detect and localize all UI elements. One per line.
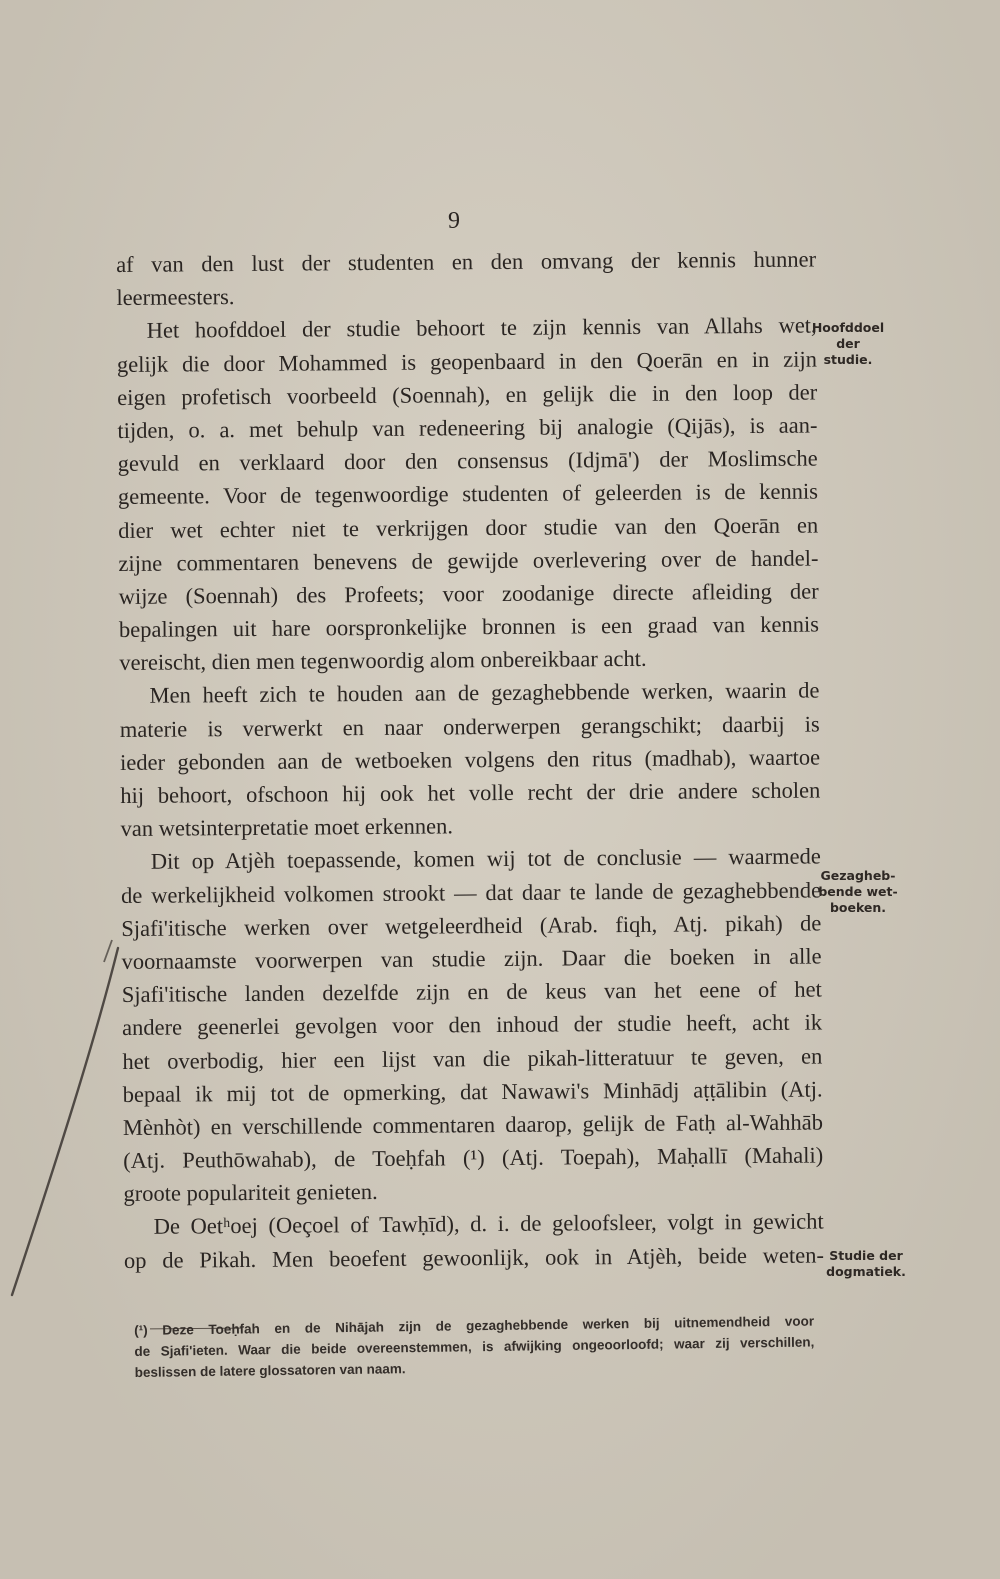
body-line: Sjafi'itische landen dezelfde zijn en de keus van het eene of het (121, 976, 822, 1008)
body-line: groote populariteit genieten. (123, 1179, 378, 1207)
body-line: tijden, o. a. met behulp van redeneering bij analogie (Qijās), is aan- (117, 412, 818, 443)
body-line: De Oetʰoej (Oeçoel of Tawḥīd), d. i. de geloofsleer, volgt in gewicht (153, 1208, 824, 1240)
body-line: materie is verwerkt en naar onderwerpen gerangschikt; daarbij is (119, 711, 820, 742)
margin-note-dogmatics (818, 1248, 914, 1280)
body-line: Sjafi'itische werken over wetgeleerdheid (Arab. fiqh, Atj. pikah) de (121, 910, 822, 941)
footnote-line: de Sjafi'ieten. Waar die beide overeenstemmen, is afwijking ongeoorloofd; waar zij verschillen, (134, 1334, 815, 1359)
footnote-line: beslissen de latere glossatoren van naam. (134, 1361, 406, 1380)
body-line: dier wet echter niet te verkrijgen door studie van den Qoerān en (118, 511, 819, 543)
body-line: bepaal ik mij tot de opmerking, dat Nawawi's Minhādj aṭṭālibin (Atj. (122, 1076, 823, 1107)
body-line: af van den lust der studenten en den omvang der kennis hunner (116, 246, 817, 277)
body-line: zijne commentaren benevens de gewijde overlevering over de handel- (118, 545, 819, 576)
margin-note-line: studie. (823, 352, 873, 367)
footnote (134, 1311, 815, 1383)
body-line: bepalingen uit hare oorspronkelijke bronnen is een graad van kennis (118, 611, 820, 643)
body-line: Mènhòt) en verschillende commentaren daarop, gelijk de Fatḥ al-Wahhāb (122, 1109, 823, 1140)
body-line: gemeente. Voor de tegenwoordige studenten of geleerden is de kennis (117, 478, 819, 510)
body-line: hij behoort, ofschoon hij ook het volle recht der drie andere scholen (120, 777, 821, 808)
body-line: Het hoofddoel der studie behoort te zijn kennis van Allahs wet, (146, 312, 817, 344)
body-line: (Atj. Peuthōwahab), de Toeḥfah (¹) (Atj. Toepah), Maḥallī (Mahali) (123, 1142, 824, 1174)
margin-note-line: Gezagheb- (820, 868, 896, 883)
body-line: ieder gebonden aan de wetboeken volgens den ritus (madhab), waartoe (119, 744, 821, 775)
body-line: het overbodig, hier een lijst van die pikah-litteratuur te geven, en (122, 1042, 823, 1074)
body-line: gevuld en verklaard door den consensus (Idjmā') der Moslimsche (117, 445, 818, 477)
body-line: vereischt, dien men tegenwoordig alom onbereikbaar acht. (119, 646, 647, 676)
body-line: eigen profetisch voorbeeld (Soennah), en gelijk die in den loop der (117, 379, 818, 410)
body-line: wijze (Soennah) des Profeets; voor zoodanige directe afleiding der (118, 578, 819, 609)
page-number: 9 (448, 208, 461, 234)
margin-note-line: Hoofddoel (811, 320, 885, 335)
body-line: voornaamste voorwerpen van studie zijn. Daar die boeken in alle (121, 943, 822, 974)
body-line: op de Pikah. Men beoefent gewoonlijk, ook in Atjèh, beide weten- (123, 1242, 825, 1273)
body-line: gelijk die door Mohammed is geopenbaard in den Qoerān en in zijn (116, 346, 817, 377)
margin-note-line: boeken. (829, 900, 887, 915)
body-line: andere geenerlei gevolgen voor den inhoud der studie heeft, acht ik (122, 1009, 823, 1041)
body-line: van wetsinterpretatie moet erkennen. (120, 813, 454, 842)
body-line: Men heeft zich te houden aan de gezaghebbende werken, waarin de (149, 677, 820, 709)
margin-note-line: der (836, 336, 860, 351)
margin-note-main-aim (808, 320, 888, 368)
margin-note-line: dogmatiek. (826, 1264, 906, 1279)
body-line: Dit op Atjèh toepassende, komen wij tot de conclusie — waarmede (150, 843, 821, 875)
body-line: leermeesters. (116, 284, 235, 311)
margin-note-line: bende wet- (818, 884, 898, 899)
body-text (116, 243, 824, 1277)
footnote-line: (¹) Deze Toeḥfah en de Nihājah zijn de gezaghebbende werken bij uitnemendheid voor (134, 1313, 815, 1338)
body-line: de werkelijkheid volkomen strookt — dat daar te lande de gezaghebbende (120, 877, 822, 908)
margin-note-authoritative-works (812, 868, 904, 916)
margin-note-line: Studie der (829, 1248, 903, 1263)
